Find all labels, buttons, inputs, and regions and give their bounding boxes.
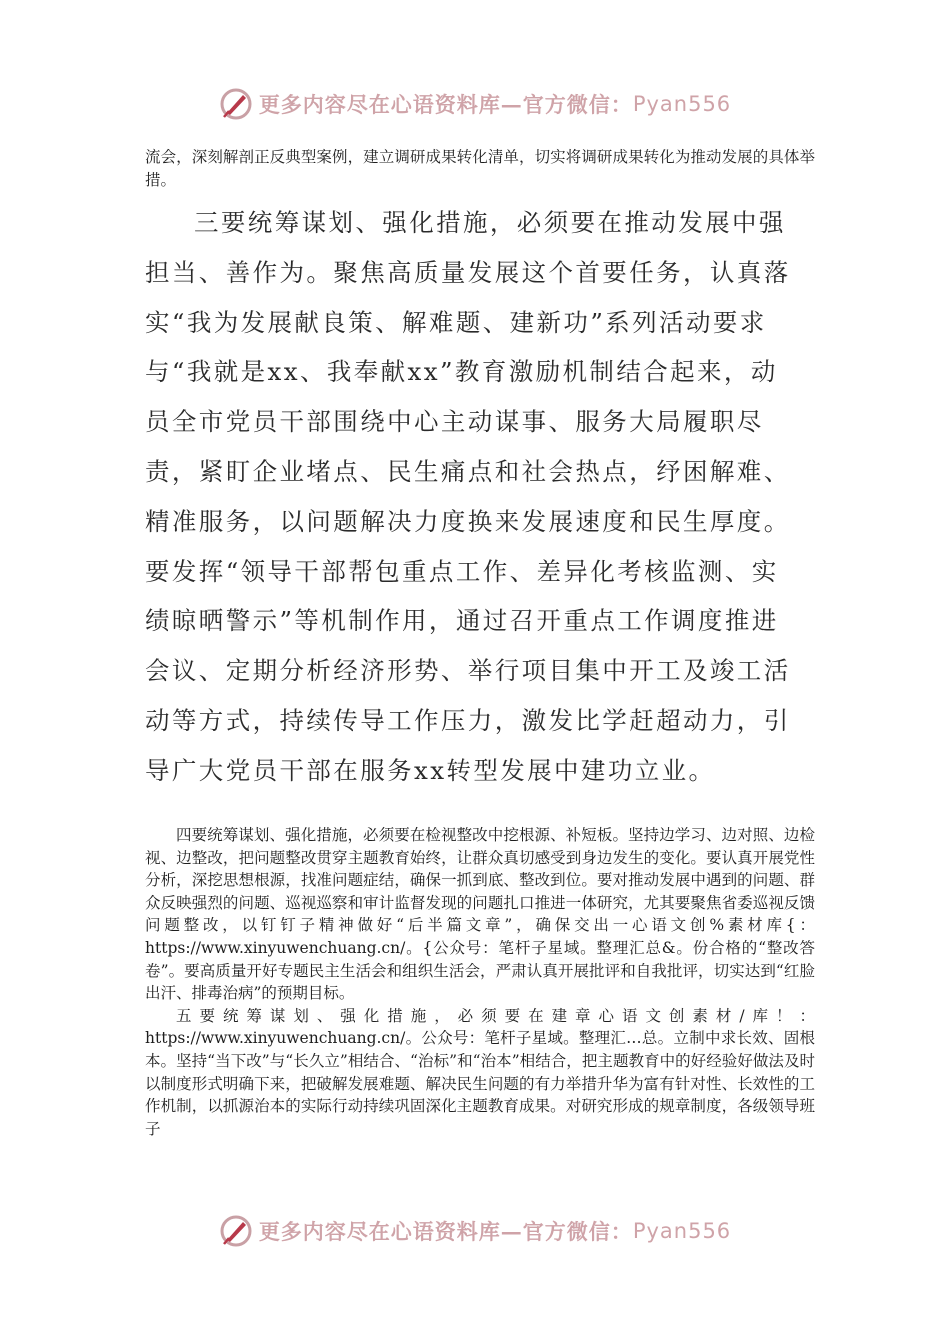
section-four-five [145, 824, 815, 1140]
header-banner-text: 更多内容尽在心语资料库—官方微信： [258, 92, 633, 117]
footer-banner-wechat-id: Pyan556 [632, 1219, 732, 1243]
paragraph-three-text: 三要统筹谋划、强化措施，必须要在推动发展中强担当、善作为。聚焦高质量发展这个首要任务，认真落实“我为发展献良策、解难题、建新功”系列活动要求与“我就是xx、我奉献xx”教育激励机制结合起来，动员全市党员干部围绕中心主动谋事、服务大局履职尽责，紧盯企业堵点、民生痛点和社会热点，纾困解难、精准服务，以问题解决力度换来发展速度和民生厚度。要发挥“领导干部帮包重点工作、差异化考核监测、实绩晾晒警示”等机制作用，通过召开重点工作调度推进会议、定期分析经济形势、举行项目集中开工及竣工活动等方式，持续传导工作压力，激发比学赶超动力，引导广大党员干部在服务xx转型发展中建功立业。 [145, 208, 791, 785]
header-banner [0, 84, 950, 124]
paragraph-five-text: 五要统筹谋划、强化措施，必须要在建章心语文创素材/库！：https://www.xinyuwenchuang.cn/。公众号：笔杆子星域。整理汇…总。立制中求长效、固根本。坚持“当下改”与“长久立”相结合、“治标”和“治本”相结合，把主题教育中的好经验好做法及时以制度形式明确下来，把破解发展难题、解决民生问题的有力举措升华为富有针对性、长效性的工作机制，以抓源治本的实际行动持续巩固深化主题教育成果。对研究形成的规章制度，各级领导班子 [145, 1006, 815, 1138]
footer-banner [0, 1211, 950, 1251]
paragraph-four-text: 四要统筹谋划、强化措施，必须要在检视整改中挖根源、补短板。坚持边学习、边对照、边检视、边整改，把问题整改贯穿主题教育始终，让群众真切感受到身边发生的变化。要认真开展党性分析，深挖思想根源，找准问题症结，确保一抓到底、整改到位。要对推动发展中遇到的问题、群众反映强烈的问题、巡视巡察和审计监督发现的问题扎口推进一体研究，尤其要聚焦省委巡视反馈问题整改，以钉钉子精神做好“后半篇文章”，确保交出一心语文创%素材库{：https://www.xinyuwenchuang.cn/。{公众号：笔杆子星域。整理汇总&。份合格的“整改答卷”。要高质量开好专题民主生活会和组织生活会，严肃认真开展批评和自我批评，切实达到“红脸出汗、排毒治病”的预期目标。 [145, 826, 815, 1003]
footer-banner-text: 更多内容尽在心语资料库—官方微信： [258, 1219, 633, 1244]
continued-paragraph [145, 146, 815, 191]
header-banner-wechat-id: Pyan556 [632, 92, 732, 116]
quill-logo-icon [219, 1214, 253, 1248]
paragraph-continued-text: 流会，深刻解剖正反典型案例，建立调研成果转化清单，切实将调研成果转化为推动发展的具体举措。 [145, 148, 815, 189]
quill-logo-icon [219, 87, 253, 121]
section-three [145, 198, 795, 796]
